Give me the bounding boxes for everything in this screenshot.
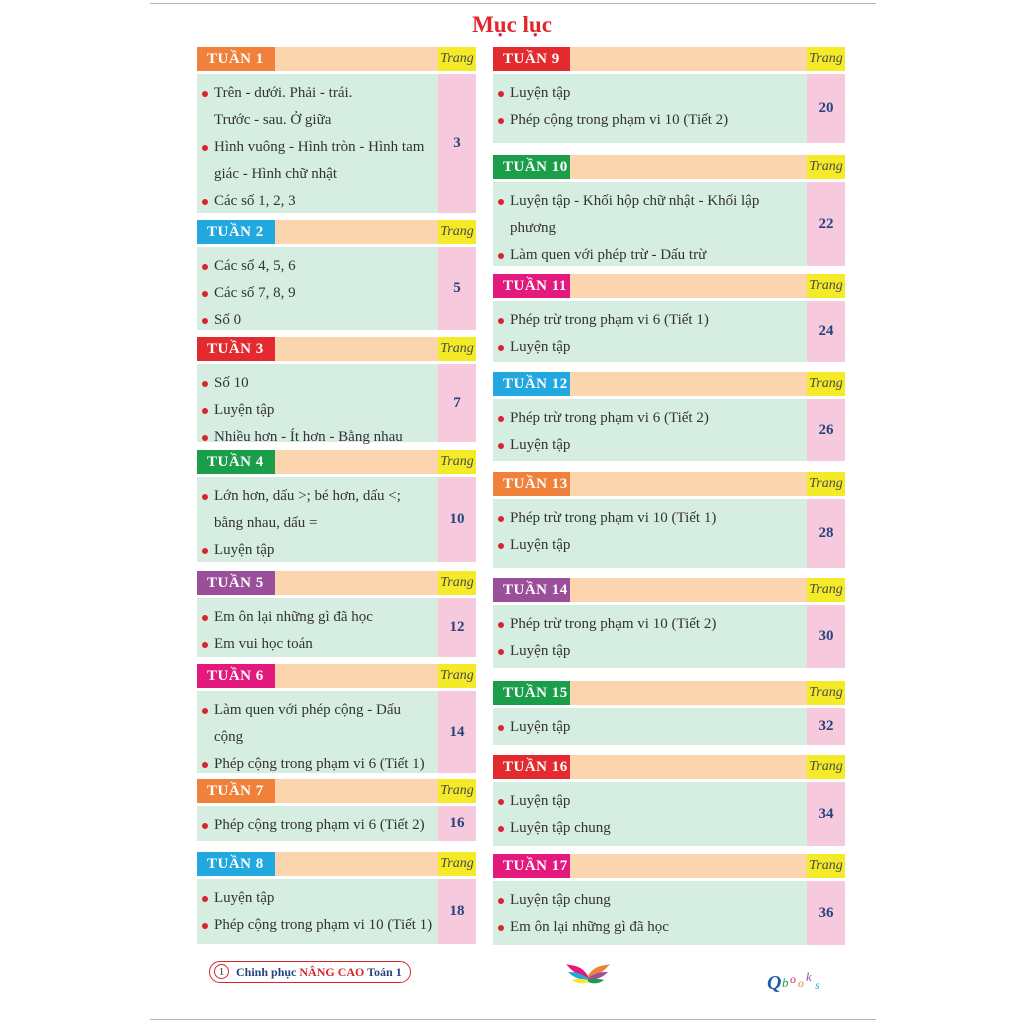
topic-text: Luyện tập [510, 85, 571, 101]
page-number: 20 [807, 74, 845, 143]
qbooks-logo [767, 965, 831, 995]
week-label: TUẦN 13 [493, 472, 570, 496]
topic-item [197, 604, 373, 631]
topic-item [493, 432, 709, 459]
footer-page-number: 1 [214, 964, 229, 979]
bullet-icon [498, 443, 504, 449]
topic-list [493, 611, 716, 665]
bullet-icon [202, 381, 208, 387]
topic-list [493, 714, 570, 741]
page-number: 24 [807, 301, 845, 362]
bullet-icon [498, 799, 504, 805]
topic-list [493, 405, 709, 459]
topic-list [197, 812, 425, 839]
bullet-icon [202, 145, 208, 151]
week-label: TUẦN 16 [493, 755, 570, 779]
page-label-badge: Trang [438, 571, 476, 595]
svg-text:o: o [790, 972, 796, 986]
bullet-icon [202, 408, 208, 414]
topic-item [197, 697, 425, 724]
topic-item [197, 80, 424, 107]
week-content [493, 182, 807, 266]
topic-text: Các số 4, 5, 6 [214, 258, 296, 274]
week-content [493, 782, 807, 846]
topic-list [197, 80, 424, 215]
topic-list [493, 887, 669, 941]
bullet-icon [498, 199, 504, 205]
page-label-badge: Trang [807, 854, 845, 878]
page-number: 14 [438, 691, 476, 773]
page-label-badge: Trang [807, 155, 845, 179]
bullet-icon [498, 416, 504, 422]
topic-item [493, 242, 759, 269]
bullet-icon [202, 615, 208, 621]
week-section [493, 854, 846, 945]
page-label-badge: Trang [438, 852, 476, 876]
week-content [197, 691, 438, 773]
topic-text: Phép trừ trong phạm vi 10 (Tiết 2) [510, 616, 717, 632]
bullet-icon [498, 253, 504, 259]
topic-item [197, 397, 403, 424]
page-label-badge: Trang [438, 220, 476, 244]
page-label-badge: Trang [807, 274, 845, 298]
week-section [493, 755, 846, 846]
svg-text:k: k [806, 969, 812, 984]
topic-item [493, 532, 716, 559]
page-number: 28 [807, 499, 845, 568]
topic-text: Luyện tập [510, 643, 571, 659]
bullet-icon [202, 199, 208, 205]
footer-book-name [236, 964, 402, 980]
bullet-icon [498, 543, 504, 549]
bullet-icon [202, 318, 208, 324]
week-section [197, 337, 478, 445]
topic-text: Luyện tập [510, 339, 571, 355]
week-label: TUẦN 11 [493, 274, 570, 298]
bullet-icon [202, 494, 208, 500]
week-content [493, 399, 807, 461]
topic-text: Phép trừ trong phạm vi 6 (Tiết 1) [510, 312, 709, 328]
svg-text:o: o [798, 976, 804, 990]
topic-item [197, 812, 425, 839]
page-number: 36 [807, 881, 845, 945]
bullet-icon [202, 896, 208, 902]
topic-text: Luyện tập - Khối hộp chữ nhật - Khối lập [510, 193, 760, 209]
topic-text: Luyện tập [510, 719, 571, 735]
topic-item [197, 885, 432, 912]
topic-item [197, 483, 401, 510]
topic-item [197, 370, 403, 397]
page-label-badge: Trang [438, 337, 476, 361]
topic-list [197, 885, 432, 939]
week-section [197, 664, 478, 773]
week-section [197, 47, 478, 213]
topic-text: Phép trừ trong phạm vi 10 (Tiết 1) [510, 510, 717, 526]
bullet-icon [202, 762, 208, 768]
page-label-badge: Trang [438, 450, 476, 474]
topic-text: Em vui học toán [214, 636, 313, 652]
week-section [197, 220, 478, 330]
topic-item [197, 424, 403, 451]
week-section [197, 779, 478, 841]
week-content [197, 247, 438, 330]
topic-item-continued [197, 510, 401, 537]
topic-item [493, 505, 716, 532]
bullet-icon [498, 91, 504, 97]
bullet-icon [498, 826, 504, 832]
topic-item [493, 307, 709, 334]
week-section [493, 372, 846, 461]
week-section [197, 450, 478, 562]
bullet-icon [202, 823, 208, 829]
topic-list [493, 188, 759, 269]
topic-text: Nhiều hơn - Ít hơn - Bằng nhau [214, 429, 403, 445]
week-label: TUẦN 6 [197, 664, 275, 688]
svg-text:b: b [782, 975, 789, 990]
topic-text: Phép cộng trong phạm vi 6 (Tiết 2) [214, 817, 425, 833]
topic-list [493, 80, 728, 134]
topic-text: Các số 1, 2, 3 [214, 193, 296, 209]
week-content [197, 879, 438, 944]
week-section [493, 472, 846, 568]
page-label-badge: Trang [438, 664, 476, 688]
page-label-badge: Trang [807, 755, 845, 779]
topic-text: Luyện tập [510, 793, 571, 809]
topic-item [197, 134, 424, 161]
week-content [493, 708, 807, 745]
bullet-icon [202, 435, 208, 441]
topic-item [197, 307, 296, 334]
topic-text: giác - Hình chữ nhật [214, 166, 338, 182]
week-content [493, 881, 807, 945]
page-label-badge: Trang [807, 472, 845, 496]
topic-item [493, 638, 716, 665]
page-label-badge: Trang [807, 47, 845, 71]
topic-text: Phép cộng trong phạm vi 6 (Tiết 1) [214, 756, 425, 772]
topic-text: Làm quen với phép trừ - Dấu trừ [510, 247, 707, 263]
svg-text:s: s [815, 978, 820, 992]
week-label: TUẦN 2 [197, 220, 275, 244]
topic-list [197, 697, 425, 778]
bullet-icon [498, 516, 504, 522]
topic-text: Làm quen với phép cộng - Dấu [214, 702, 402, 718]
topic-item-continued [197, 107, 424, 134]
topic-item [493, 334, 709, 361]
topic-text: cộng [214, 729, 244, 745]
topic-item [493, 107, 728, 134]
topic-text: Số 0 [214, 312, 242, 328]
page-number: 12 [438, 598, 476, 657]
page-label-badge: Trang [807, 578, 845, 602]
week-content [197, 364, 438, 445]
week-section [493, 578, 846, 668]
topic-item [493, 815, 611, 842]
topic-list [197, 483, 401, 564]
topic-item [197, 912, 432, 939]
top-rule [150, 3, 876, 4]
topic-text: phương [510, 220, 557, 236]
topic-list [493, 307, 709, 361]
bullet-icon [202, 548, 208, 554]
page-number: 5 [438, 247, 476, 330]
topic-text: Phép cộng trong phạm vi 10 (Tiết 2) [510, 112, 729, 128]
footer-book-title [209, 961, 411, 983]
topic-text: Phép trừ trong phạm vi 6 (Tiết 2) [510, 410, 709, 426]
topic-item [197, 751, 425, 778]
bullet-icon [498, 649, 504, 655]
topic-item [493, 405, 709, 432]
week-content [197, 806, 438, 841]
topic-item [197, 537, 401, 564]
topic-item [493, 80, 728, 107]
bullet-icon [498, 925, 504, 931]
topic-item [197, 280, 296, 307]
topic-text: Số 10 [214, 375, 249, 391]
week-content [493, 74, 807, 143]
page-label-badge: Trang [438, 779, 476, 803]
bullet-icon [498, 898, 504, 904]
week-label: TUẦN 15 [493, 681, 570, 705]
bullet-icon [498, 318, 504, 324]
bullet-icon [202, 91, 208, 97]
topic-text: Em ôn lại những gì đã học [510, 919, 669, 935]
topic-list [197, 370, 403, 451]
topic-item-continued [493, 215, 759, 242]
week-label: TUẦN 7 [197, 779, 275, 803]
page-label-badge: Trang [438, 47, 476, 71]
topic-text: Luyện tập [510, 537, 571, 553]
bullet-icon [202, 923, 208, 929]
page-number: 3 [438, 74, 476, 213]
week-content [493, 605, 807, 668]
week-label: TUẦN 17 [493, 854, 570, 878]
bullet-icon [498, 622, 504, 628]
week-section [197, 852, 478, 944]
topic-list [197, 253, 296, 334]
page-label-badge: Trang [807, 372, 845, 396]
week-label: TUẦN 4 [197, 450, 275, 474]
week-label: TUẦN 3 [197, 337, 275, 361]
topic-item [197, 631, 373, 658]
page-number: 10 [438, 477, 476, 562]
footer-text-after: Toán 1 [364, 965, 402, 979]
topic-text: Luyện tập chung [510, 820, 611, 836]
page-number: 22 [807, 182, 845, 266]
week-content [197, 477, 438, 562]
topic-text: Lớn hơn, dấu >; bé hơn, dấu <; [214, 488, 401, 504]
week-section [493, 681, 846, 745]
topic-item [493, 611, 716, 638]
qbooks-logo-text: Q [767, 972, 782, 994]
week-content [197, 598, 438, 657]
wings-logo-icon [565, 960, 611, 988]
topic-item [197, 188, 424, 215]
topic-text: Phép cộng trong phạm vi 10 (Tiết 1) [214, 917, 433, 933]
page-number: 7 [438, 364, 476, 442]
bullet-icon [202, 642, 208, 648]
week-label: TUẦN 5 [197, 571, 275, 595]
week-content [197, 74, 438, 213]
topic-item [493, 188, 759, 215]
bullet-icon [202, 708, 208, 714]
week-label: TUẦN 14 [493, 578, 570, 602]
page-title: Mục lục [472, 12, 552, 37]
bullet-icon [498, 118, 504, 124]
bullet-icon [202, 264, 208, 270]
topic-text: Luyện tập [214, 402, 275, 418]
topic-item-continued [197, 161, 424, 188]
page-number: 16 [438, 806, 476, 841]
week-section [493, 274, 846, 362]
topic-text: Hình vuông - Hình tròn - Hình tam [214, 139, 425, 155]
topic-item [197, 253, 296, 280]
topic-list [493, 505, 716, 559]
page-number: 32 [807, 708, 845, 745]
topic-text: Luyện tập [214, 890, 275, 906]
topic-text: Các số 7, 8, 9 [214, 285, 296, 301]
page-number: 30 [807, 605, 845, 668]
topic-item [493, 914, 669, 941]
week-label: TUẦN 8 [197, 852, 275, 876]
topic-text: Em ôn lại những gì đã học [214, 609, 373, 625]
topic-text: Luyện tập [510, 437, 571, 453]
topic-text: Luyện tập [214, 542, 275, 558]
page-number: 18 [438, 879, 476, 944]
week-label: TUẦN 1 [197, 47, 275, 71]
week-section [493, 47, 846, 143]
topic-item [493, 887, 669, 914]
bullet-icon [498, 725, 504, 731]
week-label: TUẦN 9 [493, 47, 570, 71]
topic-item-continued [197, 724, 425, 751]
footer-text-before: Chinh phục [236, 965, 300, 979]
bottom-rule [150, 1019, 876, 1020]
bullet-icon [202, 291, 208, 297]
topic-text: Trước - sau. Ở giữa [214, 112, 332, 128]
page-number: 26 [807, 399, 845, 461]
topic-list [197, 604, 373, 658]
topic-text: Luyện tập chung [510, 892, 611, 908]
topic-item [493, 714, 570, 741]
topic-text: bằng nhau, dấu = [214, 515, 318, 531]
week-content [493, 499, 807, 568]
page-number: 34 [807, 782, 845, 846]
week-section [493, 155, 846, 266]
footer-text-highlight: NÂNG CAO [299, 965, 365, 979]
bullet-icon [498, 345, 504, 351]
week-label: TUẦN 10 [493, 155, 570, 179]
week-content [493, 301, 807, 362]
topic-text: Trên - dưới. Phải - trái. [214, 85, 353, 101]
topic-list [493, 788, 611, 842]
topic-item [493, 788, 611, 815]
week-label: TUẦN 12 [493, 372, 570, 396]
page-label-badge: Trang [807, 681, 845, 705]
week-section [197, 571, 478, 657]
